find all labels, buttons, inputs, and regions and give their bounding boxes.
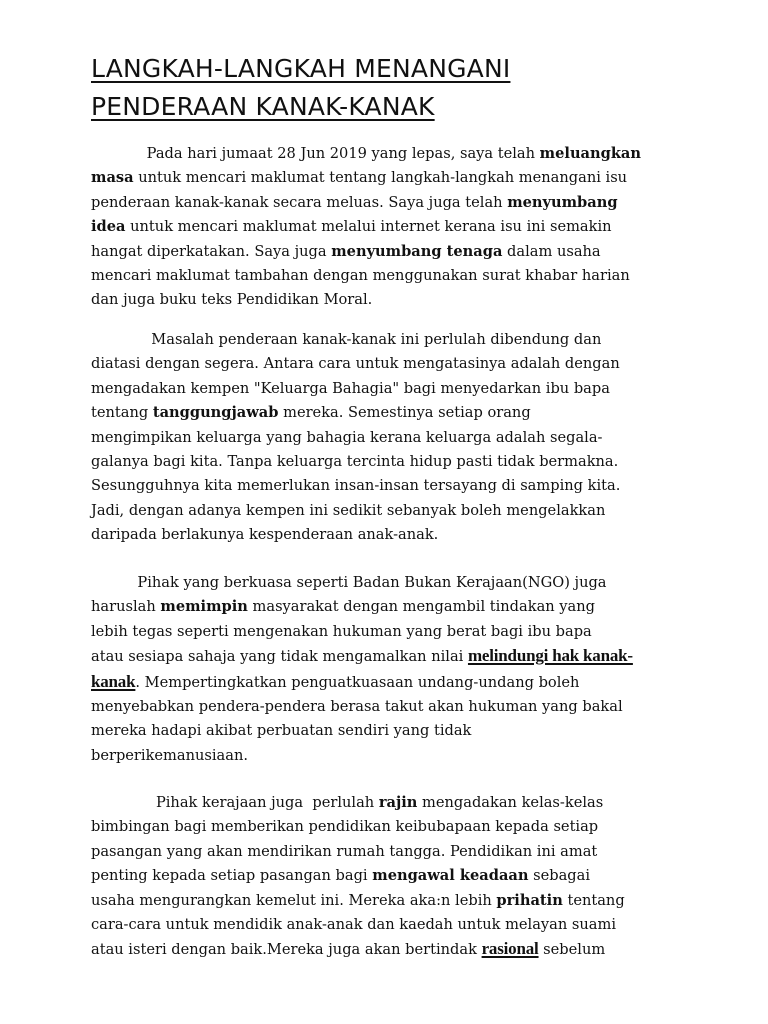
text-line (91, 644, 691, 669)
text-run: sebelum (538, 941, 606, 959)
bold-phrase: meluangkan (539, 145, 642, 162)
text-run: galanya bagi kita. Tanpa keluarga tercinta hidup pasti tidak bermakna. (91, 453, 619, 471)
text-line (91, 474, 691, 498)
text-line (91, 864, 691, 888)
text-line (91, 191, 691, 215)
text-run: berperikemanusiaan. (91, 746, 248, 764)
text-run: mengadakan kelas-kelas (417, 794, 604, 811)
bold-phrase: idea (91, 218, 126, 236)
text-run: diatasi dengan segera. Antara cara untuk mengatasinya adalah dengan (91, 355, 620, 373)
text-line (91, 523, 691, 547)
text-run: Masalah penderaan kanak-kanak ini perlulah dibendung dan (91, 331, 602, 348)
text-line (91, 377, 691, 401)
text-run: penting kepada setiap pasangan bagi (91, 867, 373, 885)
text-line (91, 695, 691, 719)
text-line (91, 426, 691, 450)
text-run: untuk mencari maklumat melalui internet kerana isu ini semakin (125, 218, 612, 236)
paragraph-1 (91, 142, 691, 313)
bold-phrase: memimpin (160, 598, 248, 616)
text-run: masyarakat dengan mengambil tindakan yang (247, 598, 595, 616)
underlined-phrase: kanak (91, 671, 136, 691)
text-run: penderaan kanak-kanak secara meluas. Saya juga telah (91, 193, 508, 211)
text-line (91, 620, 691, 644)
text-line (91, 595, 691, 619)
text-run: mereka. Semestinya setiap orang (278, 404, 531, 422)
text-run: untuk mencari maklumat tentang langkah-langkah menangani isu (133, 169, 628, 187)
paragraph-2 (91, 328, 691, 548)
text-line (91, 670, 691, 695)
text-run: mengadakan kempen "Keluarga Bahagia" bagi menyedarkan ibu bapa (91, 379, 610, 397)
text-line (91, 889, 691, 913)
text-run: tentang (562, 891, 625, 909)
text-line (91, 744, 691, 768)
text-run: haruslah (91, 598, 161, 616)
title-line: LANGKAH-LANGKAH MENANGANI (91, 54, 511, 83)
text-line (91, 328, 691, 352)
text-run: mencari maklumat tambahan dengan menggunakan surat khabar harian (91, 267, 630, 285)
underlined-phrase: rasional (481, 939, 539, 959)
text-line (91, 499, 691, 523)
title-line: PENDERAAN KANAK-KANAK (91, 92, 435, 121)
text-run: atau isteri dengan baik.Mereka juga akan bertindak (91, 941, 482, 959)
text-line (91, 166, 691, 190)
underlined-phrase: melindungi hak kanak- (467, 646, 633, 666)
text-line (91, 791, 691, 815)
bold-phrase: rajin (378, 794, 418, 811)
paragraph-3 (91, 571, 691, 768)
bold-phrase: tanggungjawab (152, 404, 279, 422)
text-line (91, 215, 691, 239)
text-run: Sesungguhnya kita memerlukan insan-insan tersayang di samping kita. (91, 477, 621, 495)
text-run: cara-cara untuk mendidik anak-anak dan kaedah untuk melayan suami (91, 916, 616, 934)
text-run: atau sesiapa sahaja yang tidak mengamalkan nilai (91, 648, 468, 666)
bold-phrase: prihatin (496, 891, 563, 909)
bold-phrase: mengawal keadaan (372, 867, 529, 885)
text-run: usaha mengurangkan kemelut ini. Mereka aka:n lebih (91, 891, 497, 909)
text-line (91, 264, 691, 288)
text-line (91, 450, 691, 474)
bold-phrase: menyumbang tenaga (331, 242, 503, 260)
paragraph-4 (91, 791, 691, 963)
text-line (91, 815, 691, 839)
text-run: Pihak yang berkuasa seperti Badan Bukan Kerajaan(NGO) juga (91, 574, 607, 591)
text-line (91, 937, 691, 962)
text-run: dan juga buku teks Pendidikan Moral. (91, 291, 373, 309)
text-line (91, 352, 691, 376)
text-line (91, 288, 691, 312)
text-run: lebih tegas seperti mengenakan hukuman yang berat bagi ibu bapa (91, 622, 592, 640)
text-run: daripada berlakunya kespenderaan anak-anak. (91, 526, 439, 544)
text-run: tentang (91, 404, 153, 422)
text-run: Jadi, dengan adanya kempen ini sedikit sebanyak boleh mengelakkan (91, 501, 606, 519)
text-line (91, 142, 691, 166)
document-title (91, 50, 711, 126)
text-run: mengimpikan keluarga yang bahagia kerana keluarga adalah segala- (91, 428, 603, 446)
text-line (91, 840, 691, 864)
text-run: Pihak kerajaan juga perlulah (91, 794, 379, 811)
bold-phrase: masa (91, 169, 134, 187)
text-run: pasangan yang akan mendirikan rumah tangga. Pendidikan ini amat (91, 842, 598, 860)
text-line (91, 401, 691, 425)
text-run: mereka hadapi akibat perbuatan sendiri yang tidak (91, 722, 472, 740)
text-line (91, 240, 691, 264)
text-run: dalam usaha (502, 242, 601, 260)
text-run: menyebabkan pendera-pendera berasa takut akan hukuman yang bakal (91, 698, 623, 716)
text-run: bimbingan bagi memberikan pendidikan keibubapaan kepada setiap (91, 818, 599, 836)
text-run: hangat diperkatakan. Saya juga (91, 242, 332, 260)
bold-phrase: menyumbang (507, 193, 618, 211)
text-line (91, 719, 691, 743)
text-run: Pada hari jumaat 28 Jun 2019 yang lepas, saya telah (91, 145, 540, 162)
text-run: sebagai (528, 867, 591, 885)
text-line (91, 913, 691, 937)
text-run: . Mempertingkatkan penguatkuasaan undang-undang boleh (135, 673, 580, 691)
text-line (91, 571, 691, 595)
